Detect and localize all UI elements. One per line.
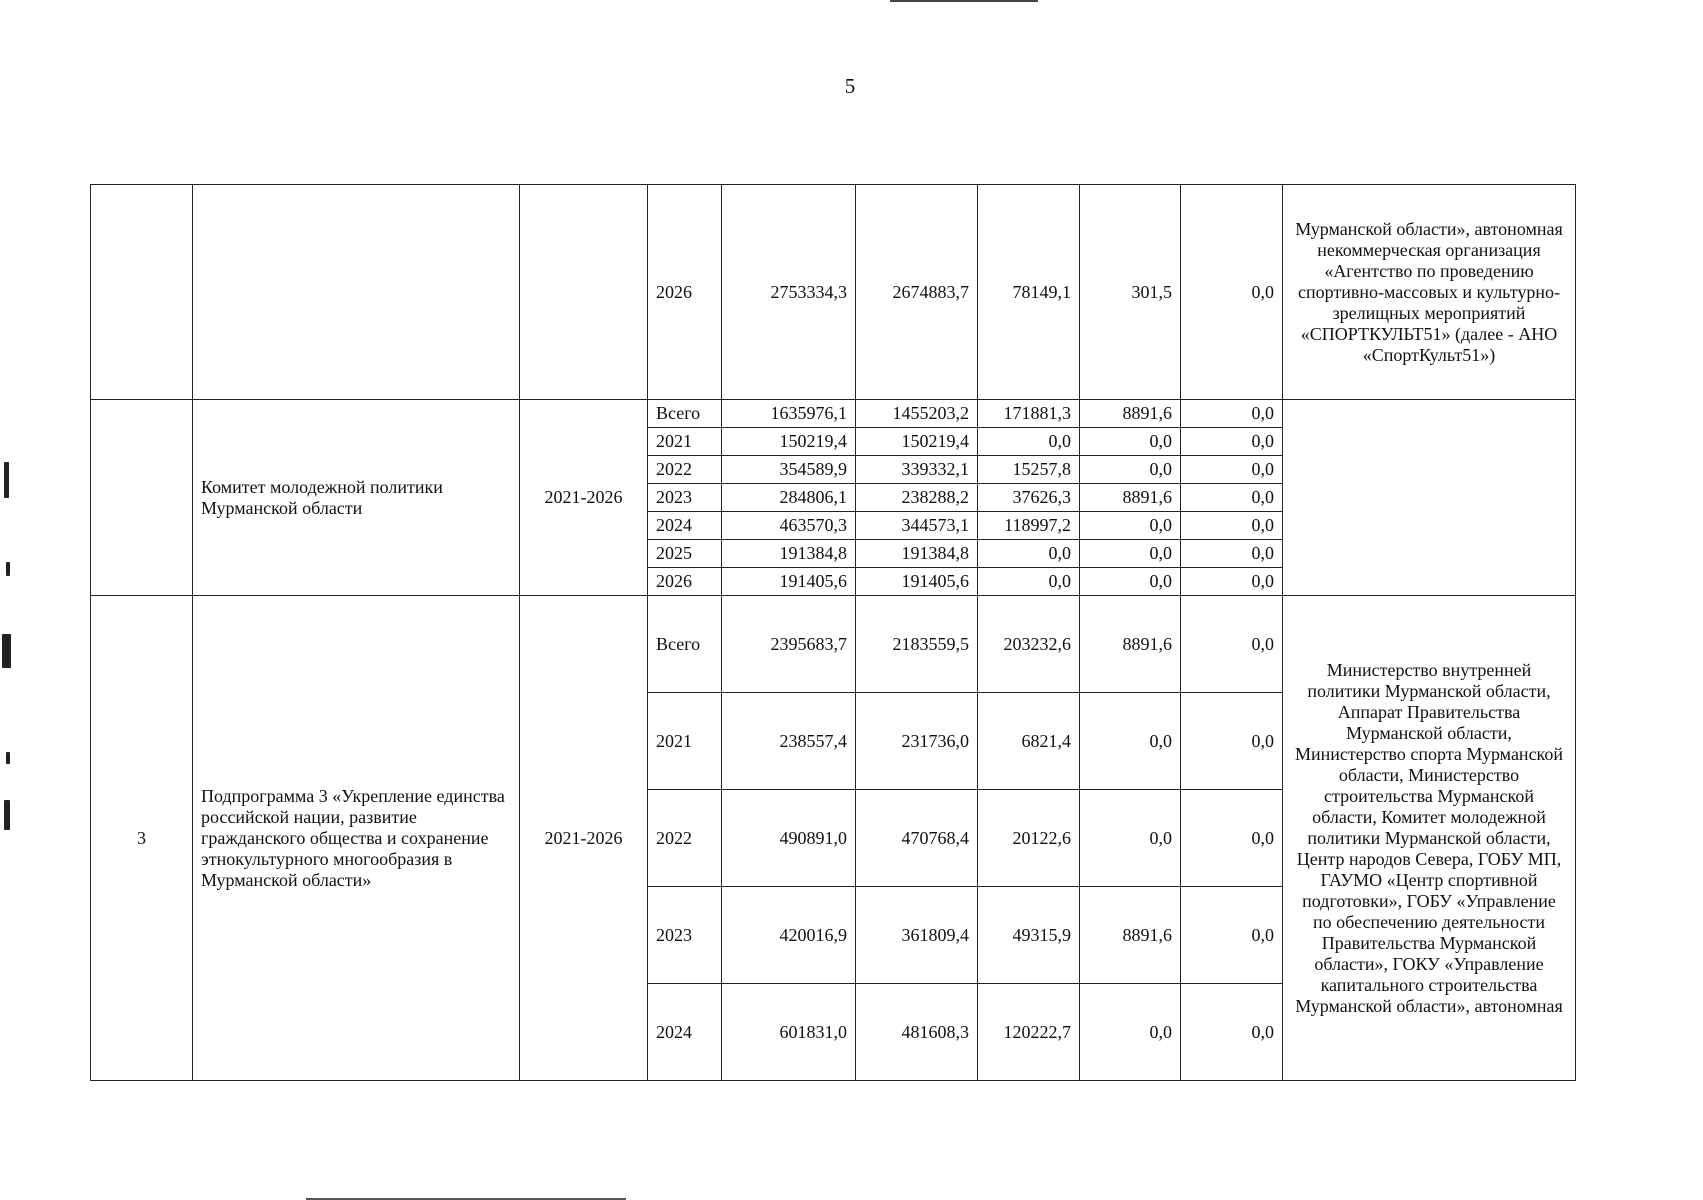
regional-cell: 2183559,5 — [856, 596, 978, 693]
federal-cell: 0,0 — [978, 428, 1080, 456]
other-cell: 0,0 — [1181, 512, 1283, 540]
total-cell: 284806,1 — [722, 484, 856, 512]
year-cell: 2021 — [648, 693, 722, 790]
total-cell: 601831,0 — [722, 984, 856, 1081]
regional-cell: 191384,8 — [856, 540, 978, 568]
committee-executors-cell — [1283, 400, 1576, 596]
table-row — [91, 400, 1576, 428]
regional-cell: 1455203,2 — [856, 400, 978, 428]
federal-cell: 49315,9 — [978, 887, 1080, 984]
year-cell: 2024 — [648, 984, 722, 1081]
committee-name-cell: Комитет молодежной политики Мурманской области — [193, 400, 520, 596]
table-row — [91, 185, 1576, 400]
funding-table — [90, 184, 1576, 1081]
local-cell: 301,5 — [1080, 185, 1181, 400]
top-rule — [890, 0, 1038, 2]
year-cell: 2024 — [648, 512, 722, 540]
regional-cell: 238288,2 — [856, 484, 978, 512]
page-number: 5 — [844, 74, 856, 98]
scan-speck — [4, 462, 9, 498]
other-cell: 0,0 — [1181, 484, 1283, 512]
year-cell: 2023 — [648, 887, 722, 984]
federal-cell: 0,0 — [978, 568, 1080, 596]
total-cell: 191405,6 — [722, 568, 856, 596]
federal-cell: 171881,3 — [978, 400, 1080, 428]
other-cell: 0,0 — [1181, 790, 1283, 887]
local-cell: 0,0 — [1080, 568, 1181, 596]
federal-cell: 120222,7 — [978, 984, 1080, 1081]
scan-speck — [4, 800, 10, 830]
regional-cell: 361809,4 — [856, 887, 978, 984]
year-cell: 2026 — [648, 568, 722, 596]
regional-cell: 470768,4 — [856, 790, 978, 887]
scan-speck — [2, 634, 11, 668]
subprogram-executors-cell: Министерство внутренней политики Мурманской области, Аппарат Правительства Мурманской области, Министерство спорта Мурманской области, Министерство строительства Мурманской области, Комитет молодежной политики Мурманской области, Центр народов Севера, ГОБУ МП, ГАУМО «Центр спортивной подготовки», ГОБУ «Управление по обеспечению деятельности Правительства Мурманской области», ГОКУ «Управление капитального строительства Мурманской области», автономная — [1283, 596, 1576, 1081]
period-cell — [520, 185, 648, 400]
local-cell: 8891,6 — [1080, 887, 1181, 984]
regional-cell: 344573,1 — [856, 512, 978, 540]
year-cell: 2023 — [648, 484, 722, 512]
other-cell: 0,0 — [1181, 400, 1283, 428]
regional-cell: 339332,1 — [856, 456, 978, 484]
year-cell: 2022 — [648, 456, 722, 484]
local-cell: 0,0 — [1080, 790, 1181, 887]
total-cell: 490891,0 — [722, 790, 856, 887]
local-cell: 0,0 — [1080, 512, 1181, 540]
year-cell: 2022 — [648, 790, 722, 887]
index-cell — [91, 185, 193, 400]
other-cell: 0,0 — [1181, 568, 1283, 596]
other-cell: 0,0 — [1181, 693, 1283, 790]
year-cell: Всего — [648, 596, 722, 693]
local-cell: 8891,6 — [1080, 400, 1181, 428]
other-cell: 0,0 — [1181, 185, 1283, 400]
regional-cell: 150219,4 — [856, 428, 978, 456]
other-cell: 0,0 — [1181, 984, 1283, 1081]
index-cell — [91, 400, 193, 596]
local-cell: 0,0 — [1080, 428, 1181, 456]
federal-cell: 6821,4 — [978, 693, 1080, 790]
total-cell: 2753334,3 — [722, 185, 856, 400]
other-cell: 0,0 — [1181, 887, 1283, 984]
federal-cell: 203232,6 — [978, 596, 1080, 693]
regional-cell: 231736,0 — [856, 693, 978, 790]
federal-cell: 0,0 — [978, 540, 1080, 568]
other-cell: 0,0 — [1181, 540, 1283, 568]
scan-speck — [6, 752, 10, 764]
year-cell: 2021 — [648, 428, 722, 456]
scan-speck — [6, 562, 10, 576]
total-cell: 420016,9 — [722, 887, 856, 984]
other-cell: 0,0 — [1181, 456, 1283, 484]
federal-cell: 118997,2 — [978, 512, 1080, 540]
year-cell: Всего — [648, 400, 722, 428]
subprogram-period-cell: 2021-2026 — [520, 596, 648, 1081]
federal-cell: 37626,3 — [978, 484, 1080, 512]
table-row — [91, 596, 1576, 693]
other-cell: 0,0 — [1181, 596, 1283, 693]
total-cell: 191384,8 — [722, 540, 856, 568]
total-cell: 150219,4 — [722, 428, 856, 456]
local-cell: 0,0 — [1080, 984, 1181, 1081]
local-cell: 0,0 — [1080, 456, 1181, 484]
federal-cell: 78149,1 — [978, 185, 1080, 400]
name-cell — [193, 185, 520, 400]
executors-cell: Мурманской области», автономная некоммерческая организация «Агентство по проведению спортивно-массовых и культурно-зрелищных мероприятий «СПОРТКУЛЬТ51» (далее - АНО «СпортКульт51») — [1283, 185, 1576, 400]
federal-cell: 15257,8 — [978, 456, 1080, 484]
federal-cell: 20122,6 — [978, 790, 1080, 887]
total-cell: 2395683,7 — [722, 596, 856, 693]
regional-cell: 191405,6 — [856, 568, 978, 596]
regional-cell: 481608,3 — [856, 984, 978, 1081]
total-cell: 238557,4 — [722, 693, 856, 790]
local-cell: 0,0 — [1080, 693, 1181, 790]
subprogram-name-cell: Подпрограмма 3 «Укрепление единства российской нации, развитие гражданского общества и сохранение этнокультурного многообразия в Мурманской области» — [193, 596, 520, 1081]
regional-cell: 2674883,7 — [856, 185, 978, 400]
total-cell: 354589,9 — [722, 456, 856, 484]
local-cell: 8891,6 — [1080, 484, 1181, 512]
total-cell: 1635976,1 — [722, 400, 856, 428]
local-cell: 0,0 — [1080, 540, 1181, 568]
local-cell: 8891,6 — [1080, 596, 1181, 693]
total-cell: 463570,3 — [722, 512, 856, 540]
committee-period-cell: 2021-2026 — [520, 400, 648, 596]
subprogram-index-cell: 3 — [91, 596, 193, 1081]
other-cell: 0,0 — [1181, 428, 1283, 456]
year-cell: 2025 — [648, 540, 722, 568]
year-cell: 2026 — [648, 185, 722, 400]
